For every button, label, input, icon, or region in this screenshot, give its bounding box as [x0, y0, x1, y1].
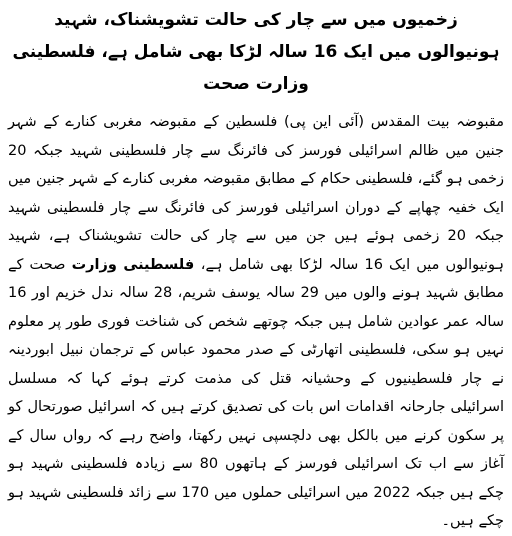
- body-segment-bold: فلسطینی وزارت: [71, 256, 201, 273]
- body-segment-1: مقبوضہ بیت المقدس (آئی این پی) فلسطین کے مقبوضہ مغربی کنارے کے شہر جنین میں ظالم اسرائیلی فورسز کی فائرنگ سے چار فلسطینی شہید جبکہ 20 زخمی ہو گئے، فلسطینی حکام کے مطابق مقبوضہ مغربی کنارے کے شہر جنین میں ایک خفیہ چھاپے کے دوران اسرائیلی فورسز کی فائرنگ سے چار فلسطینی شہید جبکہ 20 زخمی ہوئے ہیں جن میں سے چار کی حالت تشویشناک ہے، شہید ہونیوالوں میں ایک 16 سالہ لڑکا بھی شامل ہے،: [8, 114, 505, 273]
- article-headline: زخمیوں میں سے چار کی حالت تشویشناک، شہید ہونیوالوں میں ایک 16 سالہ لڑکا بھی شامل ہے، فلسطینی وزارت صحت: [12, 10, 500, 94]
- body-segment-2: صحت کے مطابق شہید ہونے والوں میں 29 سالہ یوسف شریم، 28 سالہ ندل خزیم اور 16 سالہ عمر عوادین شامل ہیں جبکہ چوتھے شخص کی شناخت فوری طور پر معلوم نہیں ہو سکی، فلسطینی اتھارٹی کے صدر محمود عباس کے ترجمان نبیل ابوردینہ نے چار فلسطینیوں کے وحشیانہ قتل کی مذمت کرتے ہوئے کہا کہ مسلسل اسرائیلی جارحانہ اقدامات اس بات کی تصدیق کرتے ہیں کہ اسرائیل صورتحال کو پر سکون کرنے میں بالکل بھی دلچسپی نہیں رکھتا، واضح رہے کہ رواں سال کے آغاز سے اب تک اسرائیلی فورسز کے ہاتھوں 80 سے زیادہ فلسطینی شہید ہو چکے ہیں جبکہ 2022 میں اسرائیلی حملوں میں 170 سے زائد فلسطینی شہید ہو چکے ہیں۔: [8, 256, 504, 529]
- article-body: [8, 108, 504, 536]
